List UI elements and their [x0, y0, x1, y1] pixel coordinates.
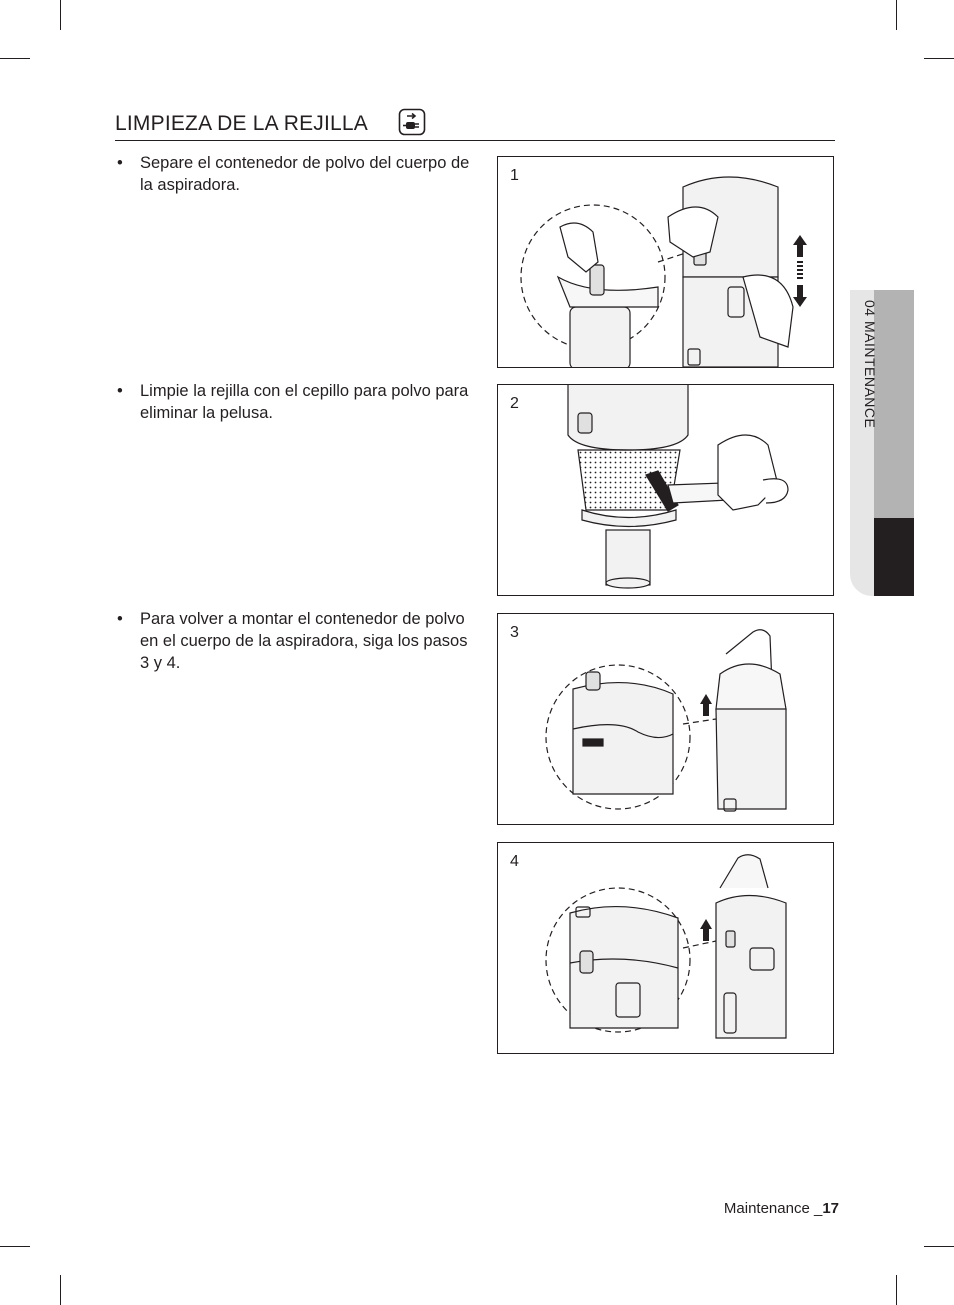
- plug-unplug-icon: [398, 108, 426, 136]
- step-1-text: [117, 152, 472, 196]
- chapter-tab-stripe: [874, 290, 914, 518]
- step-4-illustration: [497, 842, 834, 1054]
- step-3-illustration: [497, 613, 834, 825]
- grill-brushing-drawing: [498, 385, 834, 596]
- crop-mark: [60, 1275, 61, 1305]
- container-reinsert-drawing: [498, 614, 834, 825]
- crop-mark: [896, 1275, 897, 1305]
- crop-mark: [924, 58, 954, 59]
- step-2-text: [117, 380, 472, 424]
- step-text: Separe el contenedor de polvo del cuerpo de la aspiradora.: [140, 154, 470, 194]
- step-number: 1: [510, 167, 519, 184]
- step-number: 4: [510, 853, 519, 870]
- footer-label: Maintenance _: [723, 1200, 823, 1217]
- step-number: 2: [510, 395, 519, 412]
- chapter-tab: [850, 290, 914, 596]
- crop-mark: [60, 0, 61, 30]
- step-1-illustration: [497, 156, 834, 368]
- crop-mark: [924, 1246, 954, 1247]
- crop-mark: [896, 0, 897, 30]
- bullet-icon: •: [117, 382, 123, 400]
- vacuum-detach-drawing: [498, 157, 834, 368]
- chapter-label: 04 MAINTENANCE: [862, 300, 878, 429]
- step-text: Limpie la rejilla con el cepillo para polvo para eliminar la pelusa.: [140, 382, 469, 422]
- page-number: 17: [822, 1200, 839, 1217]
- step-number: 3: [510, 624, 519, 641]
- crop-mark: [0, 58, 30, 59]
- container-locked-drawing: [498, 843, 834, 1054]
- bullet-icon: •: [117, 154, 123, 172]
- section-title: LIMPIEZA DE LA REJILLA: [115, 112, 369, 135]
- step-3-text: [117, 608, 472, 674]
- bullet-icon: •: [117, 610, 123, 628]
- title-rule: [115, 140, 835, 141]
- step-2-illustration: [497, 384, 834, 596]
- step-text: Para volver a montar el contenedor de polvo en el cuerpo de la aspiradora, siga los pasos 3 y 4.: [140, 610, 468, 672]
- crop-mark: [0, 1246, 30, 1247]
- chapter-tab-marker: [874, 518, 914, 596]
- page-footer: [724, 1200, 839, 1217]
